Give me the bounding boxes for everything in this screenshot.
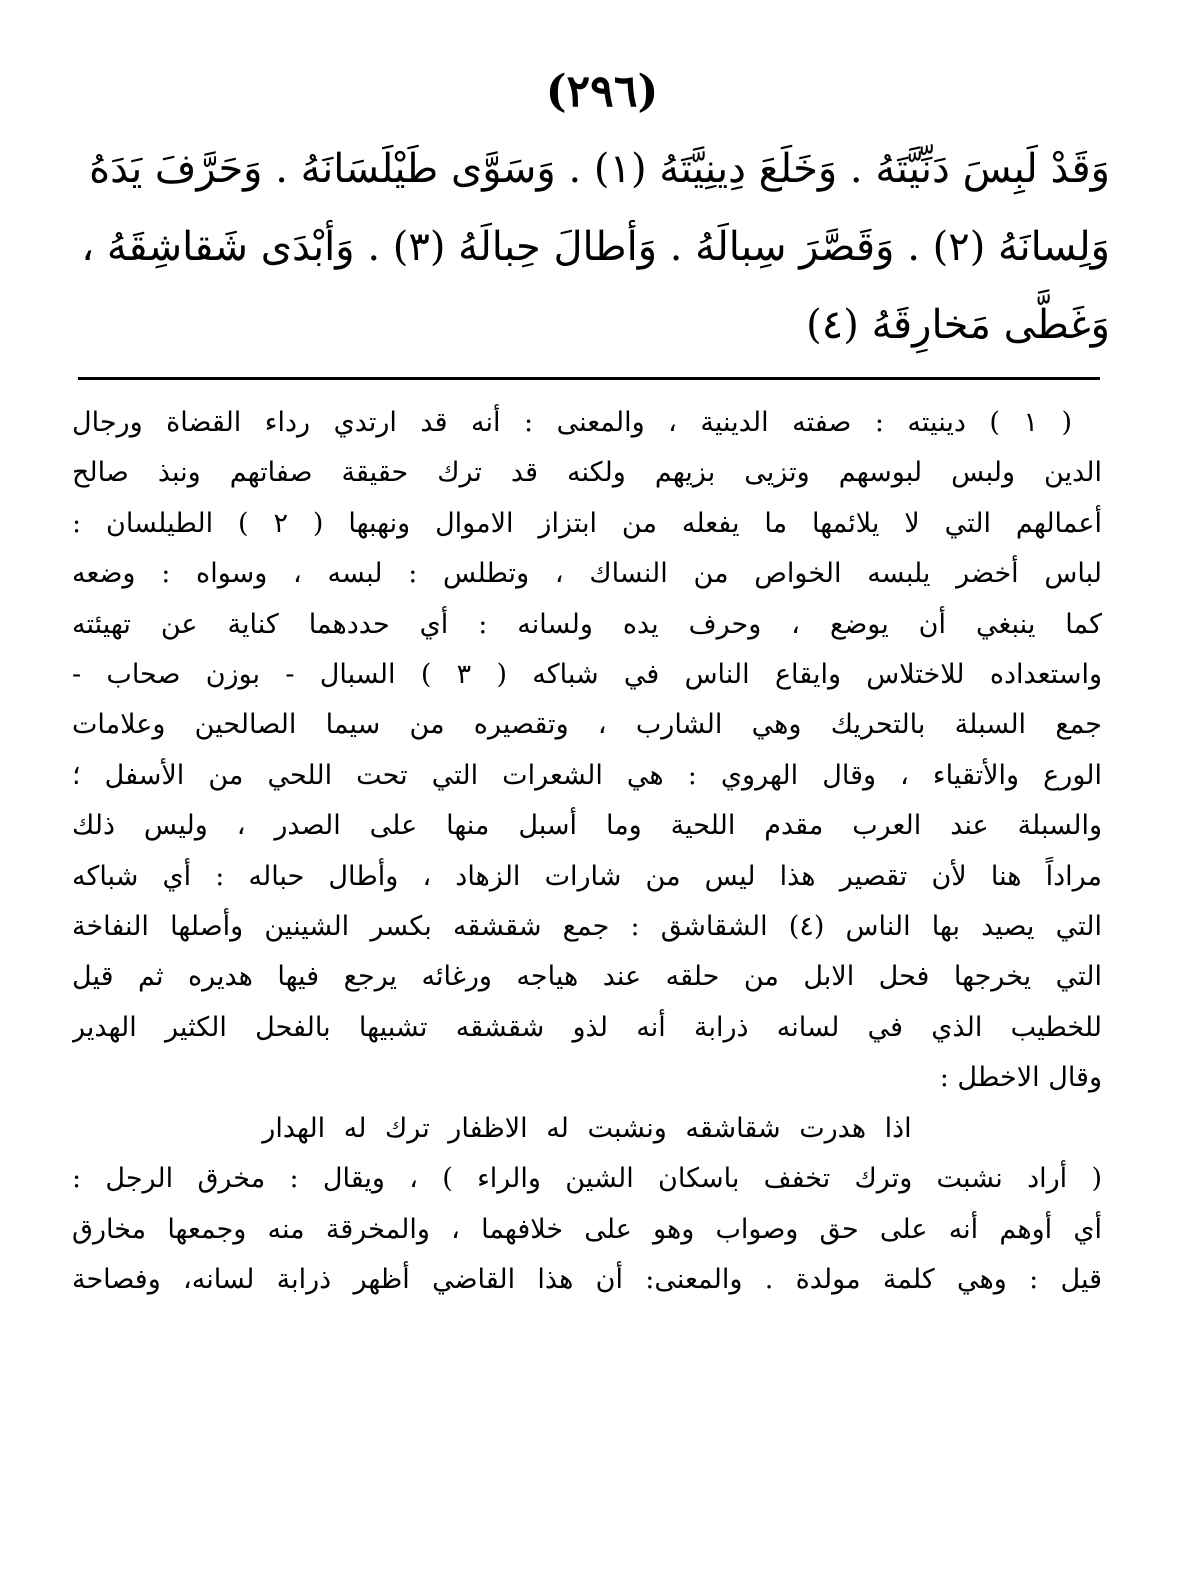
footnotes (72, 398, 1102, 1305)
footnote-line: مراداً هنا لأن تقصير هذا ليس من شارات الزهاد ، وأطال حباله : أي شباكه (72, 860, 1102, 892)
poem-verse: اذا هدرت شقاشقه ونشبت له الاظفار ترك له الهدار (262, 1112, 912, 1144)
main-text (70, 130, 1110, 364)
main-text-line: وَلِسانَهُ (٢) . وَقَصَّرَ سِبالَهُ . وَأطالَ حِبالَهُ (٣) . وَأبْدَى شَقاشِقَهُ ، (81, 224, 1110, 270)
footnote-line: جمع السبلة بالتحريك وهي الشارب ، وتقصيره من سيما الصالحين وعلامات (72, 709, 1102, 741)
footnote-divider (78, 377, 1100, 380)
footnote-line: التي يصيد بها الناس (٤) الشقاشق : جمع شقشقه بكسر الشينين وأصلها النفاخة (72, 911, 1102, 943)
footnote-line: والسبلة عند العرب مقدم اللحية وما أسبل منها على الصدر ، وليس ذلك (72, 810, 1102, 842)
footnote-line: للخطيب الذي في لسانه ذرابة أنه لذو شقشقه تشبيها بالفحل الكثير الهدير (72, 1011, 1102, 1043)
footnote-line: أي أوهم أنه على حق وصواب وهو على خلافهما ، والمخرقة منه وجمعها مخارق (72, 1213, 1102, 1245)
footnote-line: الورع والأتقياء ، وقال الهروي : هي الشعرات التي تحت اللحي من الأسفل ؛ (72, 759, 1102, 791)
page-number: (٢٩٦) (545, 66, 659, 117)
footnote-line: ( ١ ) دينيته : صفته الدينية ، والمعنى : أنه قد ارتدي رداء القضاة ورجال (72, 407, 1072, 438)
footnote-line: كما ينبغي أن يوضع ، وحرف يده ولسانه : أي حددهما كناية عن تهيئته (72, 608, 1102, 640)
footnote-line: ( أراد نشبت وترك تخفف باسكان الشين والراء ) ، ويقال : مخرق الرجل : (72, 1163, 1102, 1195)
main-text-line: وَقَدْ لَبِسَ دَنِّيَّتَهُ . وَخَلَعَ دِينِيَّتَهُ (١) . وَسَوَّى طَيْلَسَانَهُ . وَحَرَّفَ يَدَهُ (89, 146, 1110, 192)
footnote-line: واستعداده للاختلاس وايقاع الناس في شباكه ( ٣ ) السبال - بوزن صحاب - (72, 659, 1102, 691)
footnote-line: لباس أخضر يلبسه الخواص من النساك ، وتطلس : لبسه ، وسواه : وضعه (72, 558, 1102, 590)
footnote-line: قيل : وهي كلمة مولدة . والمعنى: أن هذا القاضي أظهر ذرابة لسانه، وفصاحة (72, 1263, 1102, 1295)
main-text-line: وَغَطَّى مَخارِقَهُ (٤) (806, 302, 1110, 348)
footnote-line: وقال الاخطل : (939, 1062, 1102, 1094)
footnote-line: أعمالهم التي لا يلائمها ما يفعله من ابتزاز الاموال ونهبها ( ٢ ) الطيلسان : (72, 507, 1102, 539)
footnote-line: الدين ولبس لبوسهم وتزيى بزيهم ولكنه قد ترك حقيقة صفاتهم ونبذ صالح (72, 457, 1102, 489)
footnote-line: التي يخرجها فحل الابل من حلقه عند هياجه ورغائه يرجع فيها هديره ثم قيل (72, 961, 1102, 993)
